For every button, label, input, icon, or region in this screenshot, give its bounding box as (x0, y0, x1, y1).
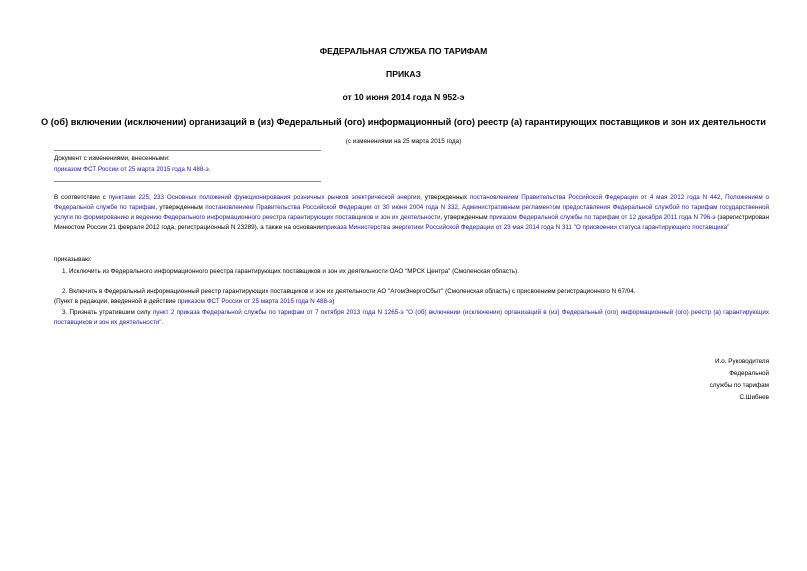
link-order-488-note[interactable]: приказом ФСТ России от 25 марта 2015 года N 488-э (177, 298, 333, 305)
link-admin-regulation[interactable]: Административным регламентом предоставления Федеральной службой по тарифам государственной услуги по формированию и ведению Федерального информационного реестра гарантирующих поставщиков и зон их деятельности (54, 204, 770, 221)
item-2: 2. Включить в Федеральный информационный реестр гарантирующих поставщиков и зон их деятельности АО "АтомЭнергоСбыт" (Смоленская область) с присвоением регистрационного N 67/04. (62, 288, 636, 295)
amendment-note: (с изменениями на 25 марта 2015 года) (345, 138, 462, 145)
doc-type-heading: ПРИКАЗ (386, 69, 421, 79)
signature-org-1: Федеральной (729, 370, 769, 377)
orders-word: приказываю: (54, 256, 92, 263)
link-resolution-442[interactable]: постановлением Правительства Российской Федерации от 4 мая 2012 года N 442 (469, 194, 721, 201)
agency-heading: ФЕДЕРАЛЬНАЯ СЛУЖБА ПО ТАРИФАМ (319, 46, 488, 56)
divider-top (54, 150, 321, 151)
link-resolution-332[interactable]: постановлением Правительства Российской Федерации от 30 июня 2004 года N 332 (205, 204, 458, 211)
link-order-796[interactable]: приказом Федеральной службы по тарифам от 12 декабря 2011 года N 796-э (489, 214, 716, 221)
changes-label: Документ с изменениями, внесенными: (54, 155, 170, 162)
divider-bottom (54, 181, 321, 182)
link-points-225-233[interactable]: пунктами 225, 233 Основных положений функционирования розничных рынков электрической энергии (108, 194, 421, 201)
preamble-paragraph: В соответствии с пунктами 225, 233 Основных положений функционирования розничных рынков электрической энергии, утвержденных постановлением Правительства Российской Федерации от 4 мая 2012 года N 442, Положением о Федеральной службе по тарифам, утвержденным постановлением Правительства Российской Федерации от 30 июня 2004 года N 332, Административным регламентом предоставления Федеральной службой по тарифам государственной услуги по формированию и ведению Федерального информационного реестра гарантирующих поставщиков и зон их деятельности, утвержденным приказом Федеральной службы по тарифам от 12 декабря 2011 года N 796-э (зарегистрирован Минюстом России 21 февраля 2012 года, регистрационный N 23289), а также на основанииприказа Министерства энергетики Российской Федерации от 23 мая 2014 года N 311 "О присвоении статуса гарантирующего поставщика" (54, 194, 770, 231)
date-number-heading: от 10 июня 2014 года N 952-э (342, 92, 465, 102)
item-1: 1. Исключить из Федерального информационного реестра гарантирующих поставщиков и зон их деятельности ОАО "МРСК Центра" (Смоленская область). (62, 268, 519, 275)
item-3: 3. Признать утратившим силу пункт 2 приказа Федеральной службы по тарифам от 7 октября 2013 года N 1265-э "О (об) включении (исключении) организаций в (из) Федеральный (ого) информационный (ого) реестр (а) гарантирующих поставщиков и зон их деятельности". (54, 309, 769, 326)
document-title: О (об) включении (исключении) организаций в (из) Федеральный (ого) информационный (ого) реестр (а) гарантирующих поставщиков и зон их деятельности (41, 117, 766, 127)
link-fst-regulation[interactable]: Положением о Федеральной службе по тарифам (54, 194, 770, 211)
signature-title: И.о. Руководителя (715, 358, 769, 365)
signature-name: С.Шибнев (739, 394, 769, 401)
changes-link[interactable]: приказом ФСТ России от 25 марта 2015 года N 488-э. (54, 166, 211, 173)
link-order-1265[interactable]: пункт 2 приказа Федеральной службы по тарифам от 7 октября 2013 года N 1265-э "О (об) включении (исключении) организаций в (из) Федеральный (ого) информационный (ого) реестр (а) гарантирующих поставщиков и зон их деятельности" (54, 309, 769, 326)
signature-org-2: службы по тарифам (709, 382, 769, 389)
link-minenergo-order-311[interactable]: приказа Министерства энергетики Российской Федерации от 23 мая 2014 года N 311 "О присвоении статуса гарантирующего поставщика" (323, 224, 730, 231)
item-2-note: (Пункт в редакции, введенной в действие приказом ФСТ России от 25 марта 2015 года N 488-э) (54, 298, 335, 305)
